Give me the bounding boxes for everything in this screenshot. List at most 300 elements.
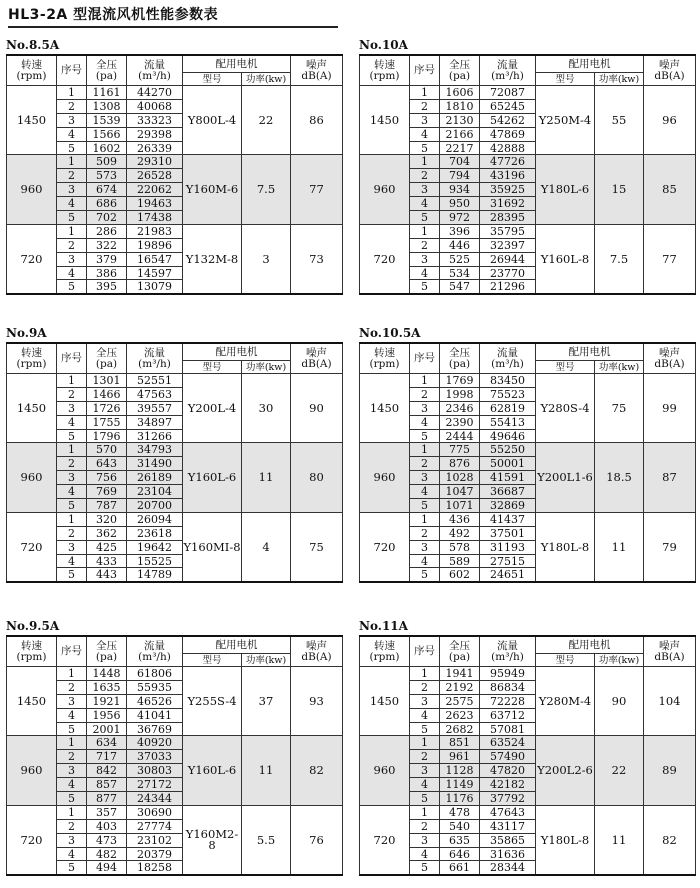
header-motor: 配用电机 <box>183 343 291 361</box>
motor-model-cell: Y200L-4 <box>183 374 242 443</box>
pressure-cell: 403 <box>87 819 127 833</box>
pressure-cell: 1956 <box>87 708 127 722</box>
flow-cell: 41591 <box>480 471 536 485</box>
motor-power-cell: 11 <box>595 512 644 582</box>
header-pressure: 全压 (pa) <box>87 343 127 374</box>
motor-model-cell: Y132M-8 <box>183 224 242 294</box>
flow-cell: 57081 <box>480 722 536 736</box>
pressure-cell: 635 <box>440 833 480 847</box>
header-flow: 流量 (m³/h) <box>480 55 536 86</box>
header-speed: 转速 (rpm) <box>360 636 410 667</box>
header-power: 功率(kw) <box>595 73 644 86</box>
flow-cell: 55935 <box>127 680 183 694</box>
flow-cell: 86834 <box>480 680 536 694</box>
seq-cell: 1 <box>57 667 87 681</box>
flow-cell: 23770 <box>480 266 536 280</box>
header-model: 型号 <box>536 361 595 374</box>
seq-cell: 4 <box>410 778 440 792</box>
motor-power-cell: 22 <box>595 736 644 805</box>
flow-cell: 16547 <box>127 252 183 266</box>
pressure-cell: 876 <box>440 457 480 471</box>
table-row <box>360 224 696 238</box>
pressure-cell: 756 <box>87 471 127 485</box>
header-pressure: 全压 (pa) <box>87 636 127 667</box>
flow-cell: 24651 <box>480 568 536 582</box>
motor-model-cell: Y255S-4 <box>183 667 242 736</box>
seq-cell: 2 <box>57 819 87 833</box>
pressure-cell: 1921 <box>87 694 127 708</box>
flow-cell: 27774 <box>127 819 183 833</box>
header-seq: 序号 <box>57 343 87 374</box>
header-noise: 噪声 dB(A) <box>291 636 343 667</box>
flow-cell: 34897 <box>127 415 183 429</box>
flow-cell: 34793 <box>127 443 183 457</box>
header-pressure: 全压 (pa) <box>440 55 480 86</box>
noise-cell: 87 <box>644 443 696 512</box>
seq-cell: 5 <box>57 499 87 513</box>
noise-cell: 85 <box>644 155 696 224</box>
flow-cell: 35795 <box>480 224 536 238</box>
seq-cell: 2 <box>57 680 87 694</box>
pressure-cell: 851 <box>440 736 480 750</box>
fan-table-block <box>6 36 342 295</box>
flow-cell: 39557 <box>127 401 183 415</box>
flow-cell: 50001 <box>480 457 536 471</box>
seq-cell: 4 <box>57 554 87 568</box>
fan-model-label: No.9A <box>6 326 47 340</box>
flow-cell: 83450 <box>480 374 536 388</box>
seq-cell: 3 <box>410 764 440 778</box>
flow-cell: 26094 <box>127 512 183 526</box>
pressure-cell: 589 <box>440 554 480 568</box>
flow-cell: 26339 <box>127 141 183 155</box>
flow-cell: 23102 <box>127 833 183 847</box>
flow-cell: 49646 <box>480 429 536 443</box>
header-power: 功率(kw) <box>595 361 644 374</box>
seq-cell: 4 <box>410 847 440 861</box>
seq-cell: 3 <box>410 694 440 708</box>
seq-cell: 4 <box>410 127 440 141</box>
seq-cell: 5 <box>57 722 87 736</box>
pressure-cell: 1635 <box>87 680 127 694</box>
seq-cell: 1 <box>57 155 87 169</box>
flow-cell: 62819 <box>480 401 536 415</box>
flow-cell: 61806 <box>127 667 183 681</box>
pressure-cell: 702 <box>87 211 127 225</box>
seq-cell: 3 <box>57 694 87 708</box>
motor-model-cell: Y160M2-8 <box>183 805 242 875</box>
noise-cell: 82 <box>644 805 696 875</box>
speed-cell: 720 <box>7 805 57 875</box>
pressure-cell: 769 <box>87 485 127 499</box>
pressure-cell: 961 <box>440 750 480 764</box>
noise-cell: 90 <box>291 374 343 443</box>
motor-power-cell: 7.5 <box>595 224 644 294</box>
motor-model-cell: Y160L-8 <box>536 224 595 294</box>
speed-cell: 960 <box>7 736 57 805</box>
pressure-cell: 2192 <box>440 680 480 694</box>
flow-cell: 47869 <box>480 127 536 141</box>
header-noise: 噪声 dB(A) <box>644 55 696 86</box>
flow-cell: 52551 <box>127 374 183 388</box>
seq-cell: 1 <box>410 155 440 169</box>
speed-cell: 720 <box>360 512 410 582</box>
pressure-cell: 573 <box>87 169 127 183</box>
flow-cell: 41041 <box>127 708 183 722</box>
pressure-cell: 2217 <box>440 141 480 155</box>
fan-model-label: No.11A <box>359 619 408 633</box>
flow-cell: 42888 <box>480 141 536 155</box>
seq-cell: 4 <box>410 708 440 722</box>
flow-cell: 32869 <box>480 499 536 513</box>
pressure-cell: 602 <box>440 568 480 582</box>
pressure-cell: 1071 <box>440 499 480 513</box>
pressure-cell: 686 <box>87 197 127 211</box>
seq-cell: 2 <box>410 819 440 833</box>
table-row <box>360 155 696 169</box>
flow-cell: 36769 <box>127 722 183 736</box>
flow-cell: 44270 <box>127 86 183 100</box>
flow-cell: 72228 <box>480 694 536 708</box>
seq-cell: 2 <box>57 169 87 183</box>
header-speed: 转速 (rpm) <box>360 343 410 374</box>
pressure-cell: 643 <box>87 457 127 471</box>
seq-cell: 3 <box>57 401 87 415</box>
pressure-cell: 534 <box>440 266 480 280</box>
flow-cell: 75523 <box>480 387 536 401</box>
table-row <box>7 443 343 457</box>
pressure-cell: 2001 <box>87 722 127 736</box>
table-row <box>360 805 696 819</box>
seq-cell: 2 <box>57 387 87 401</box>
pressure-cell: 1176 <box>440 792 480 806</box>
seq-cell: 5 <box>410 429 440 443</box>
seq-cell: 1 <box>410 86 440 100</box>
seq-cell: 1 <box>57 736 87 750</box>
flow-cell: 31490 <box>127 457 183 471</box>
fan-table-block <box>6 617 342 876</box>
pressure-cell: 433 <box>87 554 127 568</box>
header-flow: 流量 (m³/h) <box>127 636 183 667</box>
flow-cell: 14789 <box>127 568 183 582</box>
pressure-cell: 525 <box>440 252 480 266</box>
seq-cell: 1 <box>410 736 440 750</box>
table-row <box>360 86 696 100</box>
pressure-cell: 386 <box>87 266 127 280</box>
seq-cell: 5 <box>57 211 87 225</box>
flow-cell: 47820 <box>480 764 536 778</box>
noise-cell: 79 <box>644 512 696 582</box>
performance-table <box>6 54 343 295</box>
pressure-cell: 2346 <box>440 401 480 415</box>
motor-power-cell: 11 <box>242 443 291 512</box>
pressure-cell: 362 <box>87 526 127 540</box>
fan-table-block <box>6 324 342 583</box>
seq-cell: 4 <box>57 127 87 141</box>
flow-cell: 31692 <box>480 197 536 211</box>
speed-cell: 960 <box>360 736 410 805</box>
pressure-cell: 877 <box>87 792 127 806</box>
speed-cell: 960 <box>360 443 410 512</box>
seq-cell: 3 <box>57 540 87 554</box>
pressure-cell: 482 <box>87 847 127 861</box>
flow-cell: 55250 <box>480 443 536 457</box>
motor-model-cell: Y160M-6 <box>183 155 242 224</box>
seq-cell: 2 <box>57 526 87 540</box>
flow-cell: 43196 <box>480 169 536 183</box>
flow-cell: 31636 <box>480 847 536 861</box>
seq-cell: 5 <box>410 280 440 294</box>
speed-cell: 1450 <box>7 86 57 155</box>
seq-cell: 5 <box>57 861 87 875</box>
header-speed: 转速 (rpm) <box>360 55 410 86</box>
table-row <box>7 736 343 750</box>
seq-cell: 2 <box>57 99 87 113</box>
pressure-cell: 794 <box>440 169 480 183</box>
flow-cell: 95949 <box>480 667 536 681</box>
flow-cell: 31266 <box>127 429 183 443</box>
flow-cell: 21983 <box>127 224 183 238</box>
seq-cell: 5 <box>57 141 87 155</box>
header-seq: 序号 <box>410 636 440 667</box>
motor-model-cell: Y180L-6 <box>536 155 595 224</box>
flow-cell: 33323 <box>127 113 183 127</box>
pressure-cell: 972 <box>440 211 480 225</box>
seq-cell: 1 <box>57 224 87 238</box>
table-row <box>7 667 343 681</box>
flow-cell: 27515 <box>480 554 536 568</box>
flow-cell: 28344 <box>480 861 536 875</box>
table-row <box>360 512 696 526</box>
motor-model-cell: Y160MI-8 <box>183 512 242 582</box>
header-model: 型号 <box>183 654 242 667</box>
speed-cell: 1450 <box>7 667 57 736</box>
header-pressure: 全压 (pa) <box>440 343 480 374</box>
header-flow: 流量 (m³/h) <box>127 55 183 86</box>
seq-cell: 5 <box>410 861 440 875</box>
pressure-cell: 674 <box>87 183 127 197</box>
pressure-cell: 1149 <box>440 778 480 792</box>
header-power: 功率(kw) <box>242 654 291 667</box>
seq-cell: 4 <box>57 415 87 429</box>
seq-cell: 5 <box>57 792 87 806</box>
header-power: 功率(kw) <box>595 654 644 667</box>
pressure-cell: 1769 <box>440 374 480 388</box>
header-noise: 噪声 dB(A) <box>291 343 343 374</box>
seq-cell: 3 <box>410 540 440 554</box>
header-model: 型号 <box>536 73 595 86</box>
flow-cell: 26944 <box>480 252 536 266</box>
flow-cell: 42182 <box>480 778 536 792</box>
motor-power-cell: 22 <box>242 86 291 155</box>
flow-cell: 30690 <box>127 805 183 819</box>
speed-cell: 960 <box>7 155 57 224</box>
noise-cell: 89 <box>644 736 696 805</box>
motor-model-cell: Y160L-6 <box>183 443 242 512</box>
table-row <box>7 224 343 238</box>
performance-table <box>359 54 696 295</box>
seq-cell: 4 <box>410 485 440 499</box>
seq-cell: 1 <box>410 805 440 819</box>
pressure-cell: 787 <box>87 499 127 513</box>
pressure-cell: 661 <box>440 861 480 875</box>
fan-model-label: No.8.5A <box>6 38 60 52</box>
header-motor: 配用电机 <box>183 636 291 654</box>
pressure-cell: 286 <box>87 224 127 238</box>
motor-model-cell: Y250M-4 <box>536 86 595 155</box>
flow-cell: 63712 <box>480 708 536 722</box>
seq-cell: 3 <box>57 471 87 485</box>
pressure-cell: 436 <box>440 512 480 526</box>
seq-cell: 2 <box>57 238 87 252</box>
motor-model-cell: Y180L-8 <box>536 805 595 875</box>
seq-cell: 3 <box>410 113 440 127</box>
flow-cell: 37792 <box>480 792 536 806</box>
header-power: 功率(kw) <box>242 361 291 374</box>
seq-cell: 4 <box>57 778 87 792</box>
pressure-cell: 396 <box>440 224 480 238</box>
flow-cell: 35865 <box>480 833 536 847</box>
pressure-cell: 1566 <box>87 127 127 141</box>
motor-model-cell: Y280M-4 <box>536 667 595 736</box>
motor-model-cell: Y800L-4 <box>183 86 242 155</box>
flow-cell: 26189 <box>127 471 183 485</box>
header-seq: 序号 <box>410 343 440 374</box>
flow-cell: 23618 <box>127 526 183 540</box>
seq-cell: 3 <box>410 471 440 485</box>
header-seq: 序号 <box>57 55 87 86</box>
fan-model-label: No.10.5A <box>359 326 421 340</box>
flow-cell: 54262 <box>480 113 536 127</box>
pressure-cell: 646 <box>440 847 480 861</box>
flow-cell: 41437 <box>480 512 536 526</box>
seq-cell: 1 <box>410 224 440 238</box>
seq-cell: 4 <box>57 197 87 211</box>
pressure-cell: 2390 <box>440 415 480 429</box>
pressure-cell: 540 <box>440 819 480 833</box>
pressure-cell: 322 <box>87 238 127 252</box>
pressure-cell: 2166 <box>440 127 480 141</box>
noise-cell: 93 <box>291 667 343 736</box>
motor-power-cell: 18.5 <box>595 443 644 512</box>
flow-cell: 35925 <box>480 183 536 197</box>
pressure-cell: 478 <box>440 805 480 819</box>
seq-cell: 1 <box>410 512 440 526</box>
noise-cell: 75 <box>291 512 343 582</box>
speed-cell: 720 <box>360 805 410 875</box>
pressure-cell: 775 <box>440 443 480 457</box>
pressure-cell: 1755 <box>87 415 127 429</box>
noise-cell: 82 <box>291 736 343 805</box>
seq-cell: 3 <box>410 183 440 197</box>
seq-cell: 3 <box>57 113 87 127</box>
seq-cell: 4 <box>57 485 87 499</box>
flow-cell: 40920 <box>127 736 183 750</box>
header-model: 型号 <box>183 361 242 374</box>
seq-cell: 4 <box>57 847 87 861</box>
pressure-cell: 717 <box>87 750 127 764</box>
flow-cell: 47726 <box>480 155 536 169</box>
performance-table <box>359 635 696 876</box>
pressure-cell: 492 <box>440 526 480 540</box>
noise-cell: 86 <box>291 86 343 155</box>
seq-cell: 2 <box>410 750 440 764</box>
seq-cell: 1 <box>57 86 87 100</box>
flow-cell: 22062 <box>127 183 183 197</box>
seq-cell: 4 <box>410 554 440 568</box>
header-noise: 噪声 dB(A) <box>291 55 343 86</box>
fan-table-block <box>359 324 695 583</box>
motor-power-cell: 4 <box>242 512 291 582</box>
flow-cell: 20700 <box>127 499 183 513</box>
pressure-cell: 1466 <box>87 387 127 401</box>
seq-cell: 1 <box>57 374 87 388</box>
header-power: 功率(kw) <box>242 73 291 86</box>
flow-cell: 19642 <box>127 540 183 554</box>
flow-cell: 43117 <box>480 819 536 833</box>
table-row <box>360 736 696 750</box>
header-model: 型号 <box>536 654 595 667</box>
seq-cell: 5 <box>410 568 440 582</box>
motor-power-cell: 7.5 <box>242 155 291 224</box>
pressure-cell: 578 <box>440 540 480 554</box>
flow-cell: 17438 <box>127 211 183 225</box>
seq-cell: 5 <box>410 792 440 806</box>
noise-cell: 96 <box>644 86 696 155</box>
page-title-text: HL3-2A 型混流风机性能参数表 <box>8 7 219 23</box>
flow-cell: 37033 <box>127 750 183 764</box>
header-motor: 配用电机 <box>183 55 291 73</box>
pressure-cell: 1161 <box>87 86 127 100</box>
flow-cell: 29310 <box>127 155 183 169</box>
fan-model-label: No.10A <box>359 38 408 52</box>
pressure-cell: 1941 <box>440 667 480 681</box>
seq-cell: 2 <box>410 387 440 401</box>
seq-cell: 4 <box>410 266 440 280</box>
motor-model-cell: Y180L-8 <box>536 512 595 582</box>
motor-power-cell: 30 <box>242 374 291 443</box>
motor-power-cell: 5.5 <box>242 805 291 875</box>
table-row <box>7 374 343 388</box>
speed-cell: 960 <box>7 443 57 512</box>
noise-cell: 99 <box>644 374 696 443</box>
header-motor: 配用电机 <box>536 636 644 654</box>
performance-table <box>6 342 343 583</box>
flow-cell: 19896 <box>127 238 183 252</box>
flow-cell: 36687 <box>480 485 536 499</box>
seq-cell: 1 <box>410 443 440 457</box>
seq-cell: 2 <box>410 526 440 540</box>
seq-cell: 5 <box>410 211 440 225</box>
seq-cell: 2 <box>57 457 87 471</box>
pressure-cell: 1448 <box>87 667 127 681</box>
header-seq: 序号 <box>410 55 440 86</box>
motor-power-cell: 75 <box>595 374 644 443</box>
header-flow: 流量 (m³/h) <box>480 343 536 374</box>
flow-cell: 30803 <box>127 764 183 778</box>
pressure-cell: 857 <box>87 778 127 792</box>
table-row <box>360 667 696 681</box>
pressure-cell: 2623 <box>440 708 480 722</box>
flow-cell: 15525 <box>127 554 183 568</box>
seq-cell: 2 <box>410 99 440 113</box>
pressure-cell: 2444 <box>440 429 480 443</box>
seq-cell: 4 <box>410 197 440 211</box>
flow-cell: 63524 <box>480 736 536 750</box>
header-noise: 噪声 dB(A) <box>644 636 696 667</box>
motor-power-cell: 37 <box>242 667 291 736</box>
header-motor: 配用电机 <box>536 55 644 73</box>
